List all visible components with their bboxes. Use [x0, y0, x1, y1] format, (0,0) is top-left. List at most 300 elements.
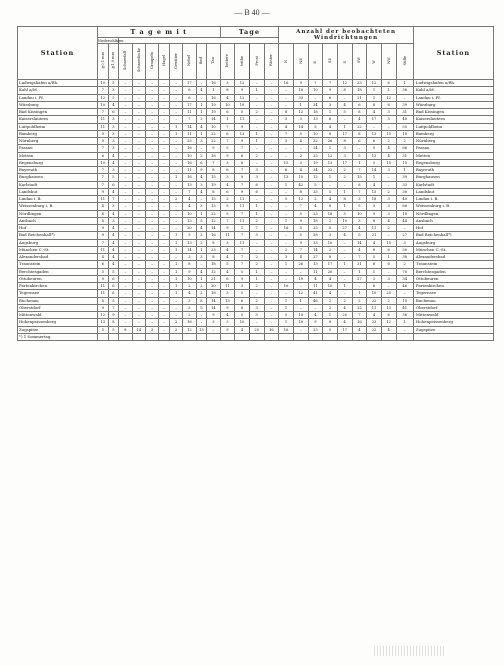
- data-cell: –: [169, 116, 182, 123]
- data-cell: –: [159, 319, 170, 326]
- data-cell: 16: [183, 145, 196, 152]
- data-cell: 11: [220, 232, 235, 239]
- data-cell: 3: [183, 304, 196, 311]
- data-cell: 9: [293, 217, 308, 224]
- data-cell: –: [132, 210, 145, 217]
- column-header: [132, 44, 145, 80]
- data-cell: 14: [308, 246, 323, 253]
- data-cell: –: [132, 94, 145, 101]
- data-cell: 22: [207, 210, 220, 217]
- data-cell: 4: [293, 254, 308, 261]
- data-cell: 4: [220, 181, 235, 188]
- data-cell: –: [279, 145, 294, 152]
- data-cell: 5: [352, 232, 367, 239]
- data-cell: –: [279, 239, 294, 246]
- data-cell: 3: [108, 130, 119, 137]
- data-cell: –: [264, 109, 279, 116]
- data-cell: –: [119, 312, 132, 319]
- data-cell: 19: [293, 319, 308, 326]
- data-cell: 1: [396, 167, 413, 174]
- data-cell: 36: [396, 87, 413, 94]
- data-cell: –: [159, 145, 170, 152]
- data-cell: 17: [337, 159, 352, 166]
- data-cell: –: [145, 116, 158, 123]
- data-cell: 5: [367, 254, 382, 261]
- empty-cell: [337, 333, 352, 340]
- station-name-right: Luitpoldheim: [413, 123, 493, 130]
- data-cell: 15: [396, 159, 413, 166]
- data-cell: –: [169, 109, 182, 116]
- column-header-label: SE: [328, 58, 333, 64]
- data-cell: 19: [207, 181, 220, 188]
- data-cell: –: [169, 159, 182, 166]
- data-cell: –: [119, 304, 132, 311]
- station-name: Hohenpeissenberg: [18, 319, 98, 326]
- empty-cell: [145, 333, 158, 340]
- data-cell: –: [119, 246, 132, 253]
- data-cell: –: [119, 319, 132, 326]
- data-cell: 17: [337, 130, 352, 137]
- data-cell: 8: [207, 188, 220, 195]
- data-cell: –: [396, 225, 413, 232]
- data-cell: –: [132, 319, 145, 326]
- data-cell: –: [249, 145, 264, 152]
- column-header: [145, 44, 158, 80]
- data-cell: 3: [220, 290, 235, 297]
- data-cell: 12: [97, 312, 108, 319]
- data-cell: 1: [169, 174, 182, 181]
- data-cell: 4: [108, 232, 119, 239]
- data-cell: –: [381, 181, 396, 188]
- column-header: [308, 44, 323, 80]
- data-cell: 18: [207, 290, 220, 297]
- empty-cell: [249, 333, 264, 340]
- data-cell: 19: [207, 101, 220, 108]
- data-cell: 18: [207, 152, 220, 159]
- data-cell: 14: [207, 304, 220, 311]
- data-cell: 16: [207, 232, 220, 239]
- data-cell: 22: [207, 130, 220, 137]
- data-cell: –: [132, 159, 145, 166]
- column-header: [119, 44, 132, 80]
- data-cell: 7: [97, 239, 108, 246]
- data-cell: 2: [337, 174, 352, 181]
- data-cell: –: [119, 181, 132, 188]
- data-cell: 3: [279, 254, 294, 261]
- data-cell: 3: [323, 101, 338, 108]
- station-header-right: Station: [413, 27, 493, 80]
- data-cell: –: [337, 239, 352, 246]
- data-cell: 9: [235, 275, 250, 282]
- data-cell: –: [279, 275, 294, 282]
- data-cell: 1: [381, 254, 396, 261]
- station-name: Karlstadt: [18, 181, 98, 188]
- data-cell: –: [264, 188, 279, 195]
- data-cell: 7: [235, 246, 250, 253]
- column-header: [249, 44, 264, 80]
- data-cell: –: [132, 217, 145, 224]
- data-cell: 8: [279, 109, 294, 116]
- data-cell: 4: [196, 188, 207, 195]
- data-cell: 15: [207, 203, 220, 210]
- data-cell: 2: [279, 246, 294, 253]
- data-cell: 10: [235, 319, 250, 326]
- data-cell: 1: [279, 261, 294, 268]
- data-cell: –: [145, 80, 158, 87]
- data-cell: 2: [249, 283, 264, 290]
- data-cell: 5: [220, 203, 235, 210]
- data-cell: 13: [323, 159, 338, 166]
- data-cell: 6: [183, 87, 196, 94]
- data-cell: 9: [97, 188, 108, 195]
- data-cell: 23: [308, 210, 323, 217]
- data-cell: 22: [352, 304, 367, 311]
- data-cell: 16: [183, 159, 196, 166]
- data-cell: 13: [183, 181, 196, 188]
- data-cell: 11: [97, 123, 108, 130]
- data-cell: 10: [293, 87, 308, 94]
- data-cell: 5: [352, 203, 367, 210]
- data-cell: –: [159, 297, 170, 304]
- station-name: Traunstein: [18, 261, 98, 268]
- data-cell: 7: [183, 116, 196, 123]
- data-cell: 6: [108, 109, 119, 116]
- data-cell: 9: [323, 87, 338, 94]
- table-row: [18, 94, 494, 101]
- data-cell: 5: [293, 232, 308, 239]
- data-cell: 8: [367, 101, 382, 108]
- table-row: [18, 196, 494, 203]
- data-cell: 33: [396, 181, 413, 188]
- data-cell: –: [119, 283, 132, 290]
- data-cell: 5: [293, 225, 308, 232]
- data-cell: 4: [108, 152, 119, 159]
- empty-cell: [396, 333, 413, 340]
- data-cell: 21: [207, 275, 220, 282]
- data-cell: –: [145, 261, 158, 268]
- data-cell: 4: [381, 152, 396, 159]
- data-cell: 10: [183, 152, 196, 159]
- data-cell: –: [264, 232, 279, 239]
- table-row: [18, 152, 494, 159]
- table-row: [18, 174, 494, 181]
- data-cell: 41: [308, 290, 323, 297]
- data-cell: –: [132, 196, 145, 203]
- data-cell: 1: [220, 116, 235, 123]
- data-cell: 7: [249, 225, 264, 232]
- data-cell: 66: [396, 203, 413, 210]
- table-row: [18, 268, 494, 275]
- data-cell: –: [132, 304, 145, 311]
- empty-cell: [97, 333, 108, 340]
- data-cell: 16: [279, 80, 294, 87]
- data-cell: –: [264, 210, 279, 217]
- data-cell: 11: [183, 109, 196, 116]
- station-name: Nördlingen: [18, 210, 98, 217]
- data-cell: –: [352, 145, 367, 152]
- data-cell: –: [169, 167, 182, 174]
- data-cell: 9: [97, 225, 108, 232]
- empty-cell: [279, 333, 294, 340]
- column-header: [183, 44, 196, 80]
- data-cell: –: [145, 196, 158, 203]
- data-cell: –: [145, 283, 158, 290]
- data-cell: 4: [323, 123, 338, 130]
- data-cell: –: [264, 304, 279, 311]
- data-cell: 10: [308, 130, 323, 137]
- data-cell: –: [132, 181, 145, 188]
- data-cell: 9: [220, 304, 235, 311]
- column-header: [235, 44, 250, 80]
- data-cell: –: [264, 181, 279, 188]
- data-cell: 2: [381, 225, 396, 232]
- data-cell: 7: [97, 181, 108, 188]
- data-cell: 15: [396, 297, 413, 304]
- data-cell: –: [119, 152, 132, 159]
- column-header-label: Schneefall: [123, 50, 128, 71]
- data-cell: 4: [183, 203, 196, 210]
- data-cell: –: [145, 239, 158, 246]
- data-cell: 7: [207, 159, 220, 166]
- data-cell: –: [132, 152, 145, 159]
- data-cell: 3: [108, 203, 119, 210]
- data-cell: –: [159, 188, 170, 195]
- data-cell: 5: [97, 326, 108, 333]
- data-cell: –: [119, 210, 132, 217]
- data-cell: 4: [308, 312, 323, 319]
- data-cell: 2: [323, 246, 338, 253]
- data-cell: –: [293, 304, 308, 311]
- data-cell: 33: [293, 94, 308, 101]
- data-cell: 23: [367, 319, 382, 326]
- data-cell: –: [119, 239, 132, 246]
- data-cell: 16: [207, 80, 220, 87]
- data-cell: 18: [308, 109, 323, 116]
- data-cell: 2: [293, 152, 308, 159]
- data-cell: –: [293, 283, 308, 290]
- data-cell: 39: [396, 174, 413, 181]
- data-cell: 4: [196, 225, 207, 232]
- data-cell: 2: [196, 232, 207, 239]
- station-name-right: Tegernsee: [413, 290, 493, 297]
- data-cell: 3: [381, 196, 396, 203]
- data-cell: 4: [220, 246, 235, 253]
- data-cell: –: [279, 101, 294, 108]
- data-cell: 5: [337, 109, 352, 116]
- data-cell: 9: [235, 188, 250, 195]
- empty-cell: [119, 333, 132, 340]
- data-cell: 8: [97, 210, 108, 217]
- data-cell: 4: [108, 210, 119, 217]
- data-cell: 5: [108, 174, 119, 181]
- data-cell: 1: [249, 210, 264, 217]
- station-name: Ludwigshafen a/Rh.: [18, 80, 98, 87]
- station-name: Würzburg: [18, 101, 98, 108]
- data-cell: –: [145, 145, 158, 152]
- data-cell: 4: [381, 145, 396, 152]
- data-cell: 2: [337, 167, 352, 174]
- data-cell: –: [159, 239, 170, 246]
- data-cell: 17: [183, 80, 196, 87]
- data-cell: 4: [381, 326, 396, 333]
- data-cell: 4: [367, 109, 382, 116]
- data-cell: –: [264, 167, 279, 174]
- data-cell: 2: [323, 297, 338, 304]
- data-cell: 27: [396, 232, 413, 239]
- data-cell: 66: [396, 145, 413, 152]
- data-cell: 8: [97, 217, 108, 224]
- data-cell: 3: [381, 167, 396, 174]
- station-name-right: Mittenwald: [413, 312, 493, 319]
- data-cell: 2: [183, 283, 196, 290]
- data-cell: 6: [220, 275, 235, 282]
- table-row: [18, 80, 494, 87]
- data-cell: 9: [97, 304, 108, 311]
- data-cell: –: [308, 304, 323, 311]
- data-cell: 13: [367, 152, 382, 159]
- data-cell: 2: [249, 261, 264, 268]
- empty-cell: [235, 333, 250, 340]
- data-cell: –: [169, 254, 182, 261]
- data-cell: 11: [183, 130, 196, 137]
- station-name-right: Alexandersbad: [413, 254, 493, 261]
- data-cell: 4: [108, 254, 119, 261]
- data-cell: 1: [279, 297, 294, 304]
- data-cell: 55: [396, 123, 413, 130]
- empty-cell: [183, 333, 196, 340]
- data-cell: –: [145, 210, 158, 217]
- data-cell: –: [132, 232, 145, 239]
- data-cell: –: [279, 203, 294, 210]
- data-cell: –: [249, 239, 264, 246]
- data-cell: 10: [396, 130, 413, 137]
- data-cell: –: [381, 232, 396, 239]
- table-row: [18, 225, 494, 232]
- data-cell: 1: [279, 319, 294, 326]
- data-cell: 15: [367, 188, 382, 195]
- data-cell: 36: [396, 312, 413, 319]
- data-cell: 10: [293, 312, 308, 319]
- data-cell: 5: [381, 116, 396, 123]
- data-cell: 3: [279, 116, 294, 123]
- data-cell: –: [169, 138, 182, 145]
- data-cell: –: [159, 130, 170, 137]
- data-cell: –: [249, 319, 264, 326]
- data-cell: 4: [108, 101, 119, 108]
- table-row: [18, 210, 494, 217]
- data-cell: –: [159, 290, 170, 297]
- data-cell: 7: [220, 138, 235, 145]
- column-header-label: S: [342, 61, 347, 64]
- data-cell: 5: [308, 123, 323, 130]
- data-cell: –: [169, 225, 182, 232]
- data-cell: 1: [235, 225, 250, 232]
- data-cell: 4: [220, 268, 235, 275]
- data-cell: –: [264, 283, 279, 290]
- data-cell: –: [264, 261, 279, 268]
- data-cell: 1: [352, 268, 367, 275]
- data-cell: –: [132, 123, 145, 130]
- data-cell: –: [352, 283, 367, 290]
- data-cell: 7: [323, 80, 338, 87]
- data-cell: 25: [308, 188, 323, 195]
- data-cell: –: [279, 152, 294, 159]
- data-cell: 13: [279, 174, 294, 181]
- column-header-label: Stille: [402, 55, 407, 66]
- station-name: Tegernsee: [18, 290, 98, 297]
- data-cell: 1: [207, 87, 220, 94]
- data-cell: 8: [352, 109, 367, 116]
- column-header-label: heitere: [225, 53, 230, 67]
- data-cell: 9: [293, 239, 308, 246]
- data-cell: 18: [352, 87, 367, 94]
- station-name: Luitpoldheim: [18, 123, 98, 130]
- data-cell: 16: [207, 94, 220, 101]
- observation-table: [17, 26, 494, 341]
- data-cell: 21: [367, 232, 382, 239]
- data-cell: 10: [293, 174, 308, 181]
- data-cell: –: [145, 312, 158, 319]
- data-cell: 1: [396, 319, 413, 326]
- table-row: [18, 261, 494, 268]
- data-cell: –: [293, 268, 308, 275]
- data-cell: –: [381, 174, 396, 181]
- table-row: [18, 304, 494, 311]
- column-header: [337, 44, 352, 80]
- data-cell: 3: [249, 232, 264, 239]
- data-cell: 27: [352, 275, 367, 282]
- data-cell: 2: [196, 239, 207, 246]
- data-cell: 1: [323, 145, 338, 152]
- data-cell: 9: [220, 225, 235, 232]
- data-cell: 8: [337, 196, 352, 203]
- station-name-right: Kaiserslautern: [413, 116, 493, 123]
- data-cell: –: [159, 261, 170, 268]
- data-cell: 18: [308, 217, 323, 224]
- data-cell: –: [249, 101, 264, 108]
- empty-cell: [108, 333, 119, 340]
- data-cell: –: [145, 138, 158, 145]
- station-name-right: Passau: [413, 145, 493, 152]
- data-cell: 7: [97, 87, 108, 94]
- data-cell: 1: [169, 239, 182, 246]
- data-cell: –: [279, 268, 294, 275]
- data-cell: 1: [169, 123, 182, 130]
- data-cell: 7: [235, 261, 250, 268]
- column-header: [108, 44, 119, 80]
- data-cell: –: [119, 275, 132, 282]
- data-cell: 4: [183, 196, 196, 203]
- data-cell: –: [132, 174, 145, 181]
- data-cell: 2: [323, 217, 338, 224]
- data-cell: –: [396, 94, 413, 101]
- column-header: [169, 44, 182, 80]
- data-cell: 5: [108, 80, 119, 87]
- data-cell: 4: [220, 254, 235, 261]
- data-cell: –: [132, 275, 145, 282]
- data-cell: –: [279, 232, 294, 239]
- data-cell: 46: [308, 297, 323, 304]
- data-cell: 14: [207, 225, 220, 232]
- data-cell: –: [145, 319, 158, 326]
- data-cell: 6: [323, 94, 338, 101]
- data-cell: 6: [108, 275, 119, 282]
- data-cell: –: [159, 326, 170, 333]
- data-cell: –: [119, 232, 132, 239]
- data-cell: 9: [220, 152, 235, 159]
- data-cell: 4: [196, 268, 207, 275]
- data-cell: 4: [337, 319, 352, 326]
